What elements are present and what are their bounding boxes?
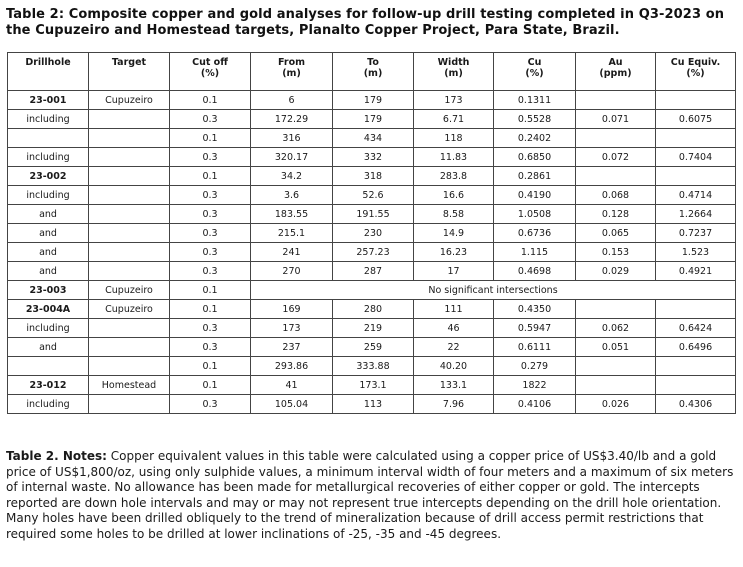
au-cell	[576, 129, 656, 148]
width-cell: 14.9	[414, 224, 494, 243]
column-header	[576, 53, 656, 91]
cutoff-cell: 0.3	[170, 186, 251, 205]
column-header	[89, 53, 170, 91]
table-row	[8, 338, 736, 357]
target-cell: Cupuzeiro	[89, 300, 170, 319]
to-cell: 52.6	[333, 186, 414, 205]
cutoff-cell: 0.1	[170, 167, 251, 186]
width-cell: 7.96	[414, 395, 494, 414]
notes-label: Table 2. Notes:	[6, 449, 107, 463]
table-row	[8, 91, 736, 110]
cu-equiv-cell: 0.6424	[656, 319, 736, 338]
drillhole-cell: 23-003	[8, 281, 89, 300]
to-cell: 333.88	[333, 357, 414, 376]
cu-cell: 1.0508	[494, 205, 576, 224]
column-header	[333, 53, 414, 91]
cutoff-cell: 0.3	[170, 224, 251, 243]
from-cell: 241	[251, 243, 333, 262]
from-cell: 320.17	[251, 148, 333, 167]
column-header-unit: (m)	[444, 68, 463, 79]
cu-cell: 0.5947	[494, 319, 576, 338]
to-cell: 257.23	[333, 243, 414, 262]
width-cell: 16.23	[414, 243, 494, 262]
au-cell: 0.153	[576, 243, 656, 262]
cu-equiv-cell: 0.6496	[656, 338, 736, 357]
cu-cell: 0.2861	[494, 167, 576, 186]
target-cell	[89, 224, 170, 243]
target-cell	[89, 243, 170, 262]
au-cell: 0.051	[576, 338, 656, 357]
to-cell: 173.1	[333, 376, 414, 395]
cu-cell: 0.279	[494, 357, 576, 376]
table-row	[8, 300, 736, 319]
cu-cell: 1822	[494, 376, 576, 395]
to-cell: 259	[333, 338, 414, 357]
target-cell	[89, 148, 170, 167]
drillhole-cell	[8, 129, 89, 148]
cutoff-cell: 0.1	[170, 376, 251, 395]
drillhole-cell: and	[8, 224, 89, 243]
cutoff-cell: 0.3	[170, 205, 251, 224]
column-header	[251, 53, 333, 91]
table-row	[8, 205, 736, 224]
cutoff-cell: 0.3	[170, 319, 251, 338]
column-header-label: Cut off	[192, 57, 228, 68]
au-cell: 0.128	[576, 205, 656, 224]
from-cell: 270	[251, 262, 333, 281]
cutoff-cell: 0.3	[170, 148, 251, 167]
drillhole-cell	[8, 357, 89, 376]
width-cell: 11.83	[414, 148, 494, 167]
au-cell	[576, 91, 656, 110]
column-header	[656, 53, 736, 91]
table-body	[8, 91, 736, 414]
drillhole-cell: and	[8, 243, 89, 262]
cu-cell: 0.4106	[494, 395, 576, 414]
drillhole-cell: and	[8, 262, 89, 281]
drillhole-cell: including	[8, 319, 89, 338]
from-cell: 173	[251, 319, 333, 338]
target-cell: Cupuzeiro	[89, 281, 170, 300]
table-row	[8, 376, 736, 395]
cu-equiv-cell	[656, 91, 736, 110]
table-row	[8, 262, 736, 281]
drillhole-cell: and	[8, 205, 89, 224]
column-header-unit: (m)	[363, 68, 383, 79]
table-row	[8, 129, 736, 148]
target-cell	[89, 167, 170, 186]
target-cell	[89, 205, 170, 224]
to-cell: 179	[333, 110, 414, 129]
width-cell: 8.58	[414, 205, 494, 224]
width-cell: 16.6	[414, 186, 494, 205]
au-cell	[576, 300, 656, 319]
cutoff-cell: 0.3	[170, 262, 251, 281]
cu-cell: 1.115	[494, 243, 576, 262]
table-row	[8, 186, 736, 205]
cu-cell: 0.1311	[494, 91, 576, 110]
column-header-label: Target	[111, 57, 147, 68]
to-cell: 219	[333, 319, 414, 338]
cu-equiv-cell: 0.4306	[656, 395, 736, 414]
table-row	[8, 243, 736, 262]
drillhole-cell: including	[8, 110, 89, 129]
from-cell: 105.04	[251, 395, 333, 414]
au-cell: 0.029	[576, 262, 656, 281]
cu-cell: 0.4350	[494, 300, 576, 319]
target-cell	[89, 110, 170, 129]
column-header-label: Cu	[527, 57, 542, 68]
column-header-label: Width	[437, 57, 470, 68]
from-cell: 34.2	[251, 167, 333, 186]
to-cell: 179	[333, 91, 414, 110]
column-header-unit: (%)	[686, 68, 705, 79]
drillhole-cell: 23-012	[8, 376, 89, 395]
target-cell	[89, 395, 170, 414]
width-cell: 40.20	[414, 357, 494, 376]
from-cell: 237	[251, 338, 333, 357]
column-header-unit: (%)	[200, 68, 220, 79]
cutoff-cell: 0.1	[170, 300, 251, 319]
cutoff-cell: 0.3	[170, 243, 251, 262]
target-cell	[89, 262, 170, 281]
from-cell: 172.29	[251, 110, 333, 129]
cu-equiv-cell: 1.523	[656, 243, 736, 262]
cu-equiv-cell: 0.4714	[656, 186, 736, 205]
from-cell: 215.1	[251, 224, 333, 243]
cu-cell: 0.6850	[494, 148, 576, 167]
column-header-label: Drillhole	[25, 57, 71, 68]
table-row	[8, 281, 736, 300]
width-cell: 22	[414, 338, 494, 357]
column-header-unit: (m)	[282, 68, 301, 79]
column-header-unit: (ppm)	[599, 68, 632, 79]
cutoff-cell: 0.3	[170, 110, 251, 129]
target-cell	[89, 186, 170, 205]
cu-cell: 0.5528	[494, 110, 576, 129]
cu-cell: 0.6736	[494, 224, 576, 243]
drillhole-cell: including	[8, 186, 89, 205]
au-cell	[576, 167, 656, 186]
column-header	[8, 53, 89, 91]
table-header-row	[8, 53, 736, 91]
from-cell: 316	[251, 129, 333, 148]
to-cell: 230	[333, 224, 414, 243]
cu-equiv-cell	[656, 167, 736, 186]
table-row	[8, 148, 736, 167]
cutoff-cell: 0.1	[170, 357, 251, 376]
column-header	[494, 53, 576, 91]
to-cell: 280	[333, 300, 414, 319]
to-cell: 434	[333, 129, 414, 148]
au-cell: 0.071	[576, 110, 656, 129]
no-intersection-cell: No significant intersections	[251, 281, 736, 300]
width-cell: 6.71	[414, 110, 494, 129]
width-cell: 46	[414, 319, 494, 338]
cu-equiv-cell: 0.7237	[656, 224, 736, 243]
to-cell: 113	[333, 395, 414, 414]
table-row	[8, 224, 736, 243]
au-cell: 0.026	[576, 395, 656, 414]
column-header-label: From	[278, 57, 305, 68]
drillhole-cell: including	[8, 395, 89, 414]
cu-equiv-cell: 0.6075	[656, 110, 736, 129]
table-row	[8, 319, 736, 338]
cutoff-cell: 0.1	[170, 281, 251, 300]
width-cell: 118	[414, 129, 494, 148]
table-notes	[6, 449, 738, 542]
au-cell: 0.072	[576, 148, 656, 167]
table-row	[8, 395, 736, 414]
column-header-label: Au	[608, 57, 623, 68]
drillhole-cell: 23-001	[8, 91, 89, 110]
from-cell: 3.6	[251, 186, 333, 205]
assay-table	[7, 52, 736, 414]
table-row	[8, 357, 736, 376]
cu-equiv-cell: 1.2664	[656, 205, 736, 224]
column-header-label: To	[367, 57, 379, 68]
cu-equiv-cell	[656, 357, 736, 376]
from-cell: 293.86	[251, 357, 333, 376]
cu-cell: 0.2402	[494, 129, 576, 148]
from-cell: 6	[251, 91, 333, 110]
to-cell: 332	[333, 148, 414, 167]
cu-equiv-cell: 0.4921	[656, 262, 736, 281]
drillhole-cell: 23-004A	[8, 300, 89, 319]
column-header-unit: (%)	[525, 68, 544, 79]
target-cell	[89, 129, 170, 148]
au-cell: 0.065	[576, 224, 656, 243]
cu-cell: 0.6111	[494, 338, 576, 357]
au-cell: 0.062	[576, 319, 656, 338]
au-cell: 0.068	[576, 186, 656, 205]
target-cell	[89, 338, 170, 357]
to-cell: 287	[333, 262, 414, 281]
drillhole-cell: including	[8, 148, 89, 167]
to-cell: 318	[333, 167, 414, 186]
drillhole-cell: 23-002	[8, 167, 89, 186]
width-cell: 173	[414, 91, 494, 110]
from-cell: 41	[251, 376, 333, 395]
table-row	[8, 167, 736, 186]
to-cell: 191.55	[333, 205, 414, 224]
au-cell	[576, 357, 656, 376]
cu-equiv-cell	[656, 129, 736, 148]
table-row	[8, 110, 736, 129]
target-cell	[89, 319, 170, 338]
drillhole-cell: and	[8, 338, 89, 357]
cu-equiv-cell	[656, 376, 736, 395]
cutoff-cell: 0.3	[170, 338, 251, 357]
column-header	[170, 53, 251, 91]
target-cell	[89, 357, 170, 376]
width-cell: 17	[414, 262, 494, 281]
table-title: Table 2: Composite copper and gold analyses for follow-up drill testing completed in Q3-2023 on the Cupuzeiro and Homestead targets, Planalto Copper Project, Para State, Brazil.	[6, 7, 725, 38]
from-cell: 169	[251, 300, 333, 319]
column-header-label: Cu Equiv.	[670, 57, 721, 68]
target-cell: Cupuzeiro	[89, 91, 170, 110]
column-header	[414, 53, 494, 91]
cutoff-cell: 0.1	[170, 129, 251, 148]
notes-text: Copper equivalent values in this table were calculated using a copper price of US$3.40/lb and a gold price of US$1,800/oz, using only sulphide values, a minimum interval width of four meters and a maximum of six meters of internal waste. No allowance has been made for metallurgical recoveries of either copper or gold. The intercepts reported are down hole intervals and may or may not represent true intercepts depending on the drill hole orientation. Many holes have been drilled obliquely to the trend of mineralization because of drill access permit restrictions that required some holes to be drilled at lower inclinations of -25, -35 and -45 degrees.	[6, 449, 734, 541]
width-cell: 283.8	[414, 167, 494, 186]
cu-equiv-cell: 0.7404	[656, 148, 736, 167]
from-cell: 183.55	[251, 205, 333, 224]
width-cell: 111	[414, 300, 494, 319]
cu-cell: 0.4190	[494, 186, 576, 205]
cutoff-cell: 0.1	[170, 91, 251, 110]
cutoff-cell: 0.3	[170, 395, 251, 414]
cu-equiv-cell	[656, 300, 736, 319]
width-cell: 133.1	[414, 376, 494, 395]
au-cell	[576, 376, 656, 395]
target-cell: Homestead	[89, 376, 170, 395]
cu-cell: 0.4698	[494, 262, 576, 281]
